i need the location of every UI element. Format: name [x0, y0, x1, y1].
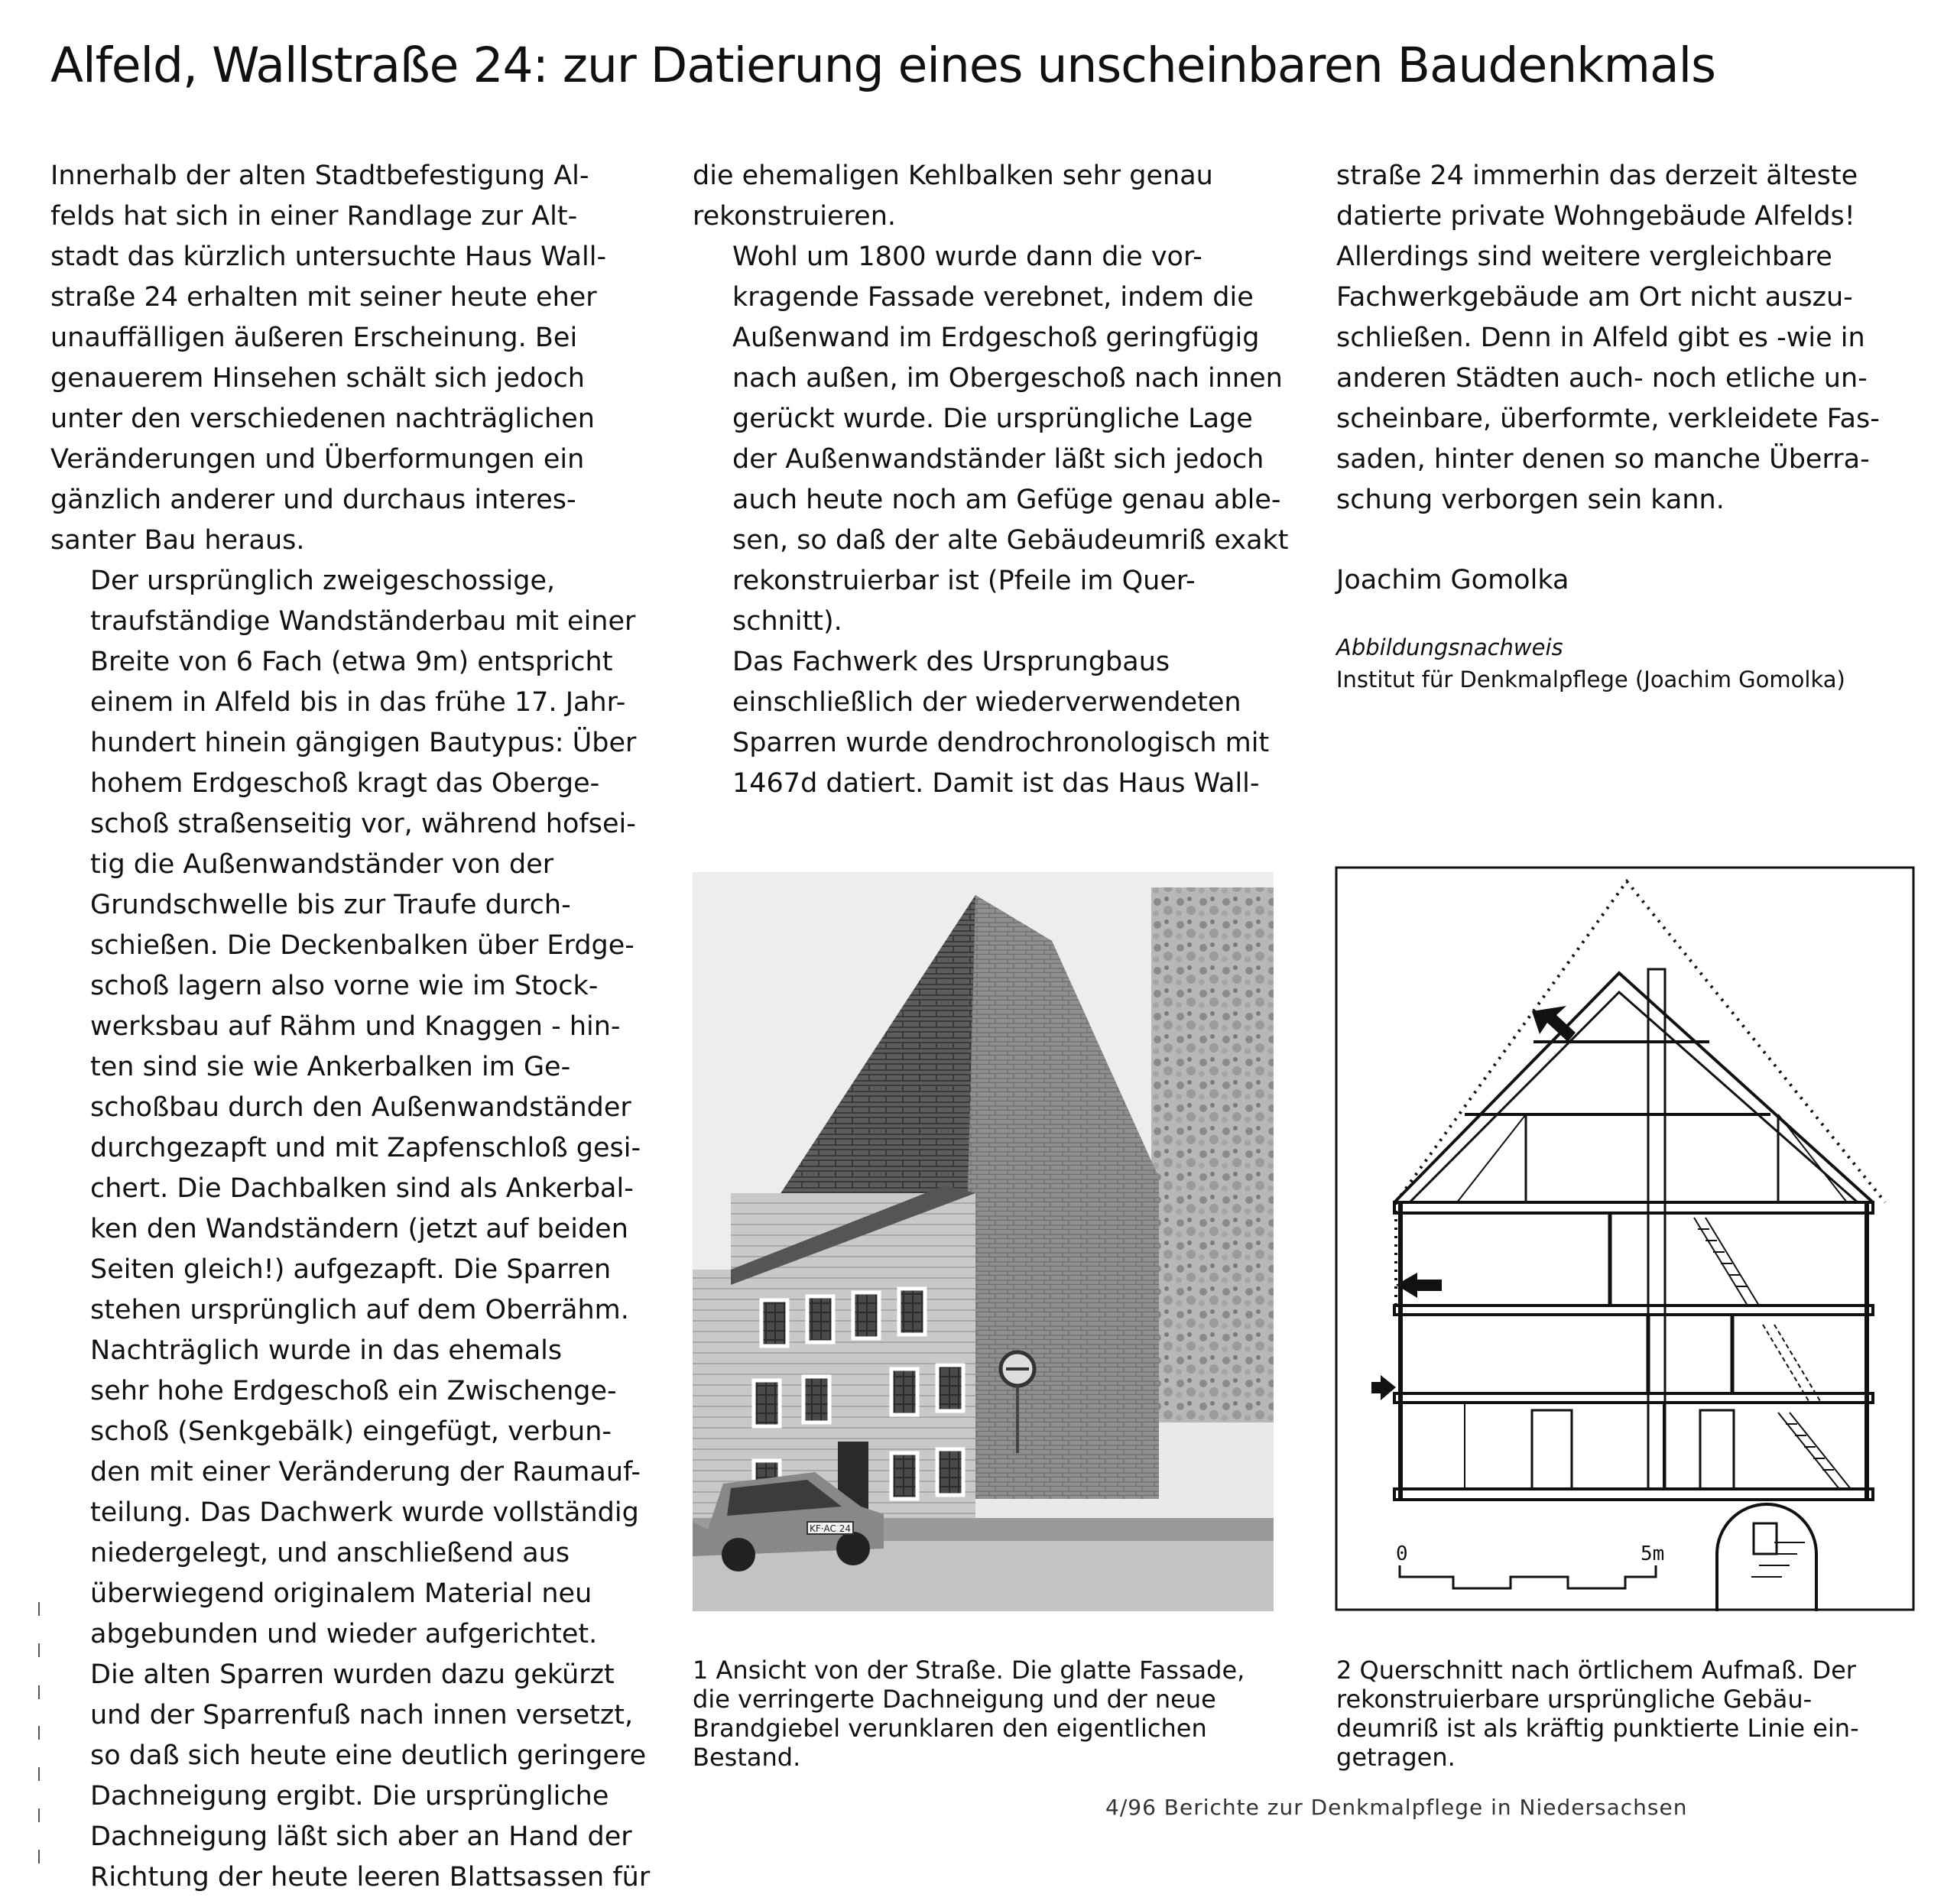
text-line: Außenwand im Erdgeschoß geringfügig: [732, 323, 1260, 353]
text-line: straße 24 immerhin das derzeit älteste: [1336, 161, 1858, 191]
scan-mark: [38, 1685, 40, 1699]
scale-start-label: 0: [1396, 1542, 1408, 1565]
text-line: 1 Ansicht von der Straße. Die glatte Fassade,: [693, 1656, 1245, 1685]
text-line: tig die Außenwandständer von der: [90, 849, 554, 880]
text-line: Brandgiebel verunklaren den eigentlichen: [693, 1714, 1207, 1743]
text-line: Dachneigung ergibt. Die ursprüngliche: [90, 1781, 609, 1812]
text-line: so daß sich heute eine deutlich geringere: [90, 1740, 647, 1771]
text-line: abgebunden und wieder aufgerichtet.: [90, 1619, 598, 1649]
text-line: datierte private Wohngebäude Alfelds!: [1336, 201, 1855, 232]
text-line: schoß (Senkgebälk) eingefügt, verbun-: [90, 1416, 612, 1447]
text-line: stehen ursprünglich auf dem Oberrähm.: [90, 1295, 629, 1325]
paragraph: [693, 642, 1289, 804]
credit-text: Institut für Denkmalpflege (Joachim Gomolka): [1336, 667, 1845, 693]
text-line: unter den verschiedenen nachträglichen: [50, 404, 595, 434]
paragraph: [50, 156, 639, 561]
text-line: Das Fachwerk des Ursprungbaus: [732, 647, 1170, 677]
paragraph: [50, 1331, 651, 1898]
license-plate: KF·AC 24: [809, 1523, 852, 1534]
text-line: Seiten gleich!) aufgezapft. Die Sparren: [90, 1254, 612, 1285]
text-line: 2 Querschnitt nach örtlichem Aufmaß. Der: [1336, 1656, 1856, 1685]
image-credits: [1336, 631, 1917, 696]
text-line: auch heute noch am Gefüge genau able-: [732, 485, 1281, 515]
text-line: Breite von 6 Fach (etwa 9m) entspricht: [90, 647, 613, 677]
text-column-3: [1336, 156, 1917, 696]
paragraph: [1336, 156, 1917, 521]
text-line: Nachträglich wurde in das ehemals: [90, 1335, 563, 1366]
text-line: kragende Fassade verebnet, indem die: [732, 282, 1254, 313]
text-line: chert. Die Dachbalken sind als Ankerbal-: [90, 1173, 634, 1204]
text-line: deumriß ist als kräftig punktierte Linie ein-: [1336, 1714, 1859, 1743]
text-line: den mit einer Veränderung der Raumauf-: [90, 1457, 641, 1487]
text-line: gerückt wurde. Die ursprüngliche Lage: [732, 404, 1253, 434]
figure-2-caption: [1336, 1656, 1925, 1772]
text-line: stadt das kürzlich untersuchte Haus Wall-: [50, 242, 607, 272]
paragraph: [50, 561, 639, 1331]
journal-footer: 4/96 Berichte zur Denkmalpflege in Niedersachsen: [1105, 1795, 1688, 1820]
text-line: einem in Alfeld bis in das frühe 17. Jahr-: [90, 687, 626, 718]
text-line: getragen.: [1336, 1743, 1456, 1772]
text-line: Grundschwelle bis zur Traufe durch-: [90, 890, 571, 920]
text-line: Veränderungen und Überformungen ein: [50, 444, 585, 475]
scan-mark: [38, 1767, 40, 1781]
text-line: felds hat sich in einer Randlage zur Alt-: [50, 201, 578, 232]
text-line: genauerem Hinsehen schält sich jedoch: [50, 363, 585, 394]
scan-mark: [38, 1602, 40, 1616]
text-line: scheinbare, überformte, verkleidete Fas-: [1336, 404, 1880, 434]
text-column-2: [693, 156, 1289, 804]
text-line: nach außen, im Obergeschoß nach innen: [732, 363, 1283, 394]
text-line: ten sind sie wie Ankerbalken im Ge-: [90, 1052, 571, 1082]
text-line: schoßbau durch den Außenwandständer: [90, 1092, 631, 1123]
text-column-1: [50, 156, 651, 1898]
text-line: sen, so daß der alte Gebäudeumriß exakt: [732, 525, 1289, 556]
text-line: gänzlich anderer und durchaus interes-: [50, 485, 576, 515]
text-line: die verringerte Dachneigung und der neue: [693, 1685, 1216, 1714]
text-line: durchgezapft und mit Zapfenschloß gesi-: [90, 1133, 641, 1163]
text-line: einschließlich der wiederverwendeten: [732, 687, 1241, 718]
text-line: anderen Städten auch- noch etliche un-: [1336, 363, 1868, 394]
text-line: schnitt).: [732, 606, 842, 637]
author-name: Joachim Gomolka: [1336, 565, 1569, 595]
text-line: überwiegend originalem Material neu: [90, 1578, 592, 1609]
text-line: Die alten Sparren wurden dazu gekürzt: [90, 1659, 615, 1690]
text-line: Dachneigung läßt sich aber an Hand der: [90, 1821, 632, 1852]
text-line: 1467d datiert. Damit ist das Haus Wall-: [732, 768, 1260, 799]
text-line: die ehemaligen Kehlbalken sehr genau: [693, 161, 1213, 191]
text-line: saden, hinter denen so manche Überra-: [1336, 444, 1870, 475]
text-line: unauffälligen äußeren Erscheinung. Bei: [50, 323, 578, 353]
figure-1-caption: [693, 1656, 1297, 1772]
text-line: schießen. Die Deckenbalken über Erdge-: [90, 930, 634, 961]
text-line: rekonstruierbare ursprüngliche Gebäu-: [1336, 1685, 1813, 1714]
text-line: hohem Erdgeschoß kragt das Oberge-: [90, 768, 600, 799]
paragraph: [693, 156, 1289, 237]
text-line: werksbau auf Rähm und Knaggen - hin-: [90, 1011, 621, 1042]
text-line: santer Bau heraus.: [50, 525, 305, 556]
text-line: Fachwerkgebäude am Ort nicht auszu-: [1336, 282, 1853, 313]
text-line: traufständige Wandständerbau mit einer: [90, 606, 636, 637]
scan-mark: [38, 1643, 40, 1657]
text-line: hundert hinein gängigen Bautypus: Über: [90, 728, 637, 758]
paragraph: [693, 237, 1289, 642]
article-title: Alfeld, Wallstraße 24: zur Datierung eines unscheinbaren Baudenkmals: [50, 37, 1715, 93]
text-line: straße 24 erhalten mit seiner heute eher: [50, 282, 597, 313]
text-line: schung verborgen sein kann.: [1336, 485, 1725, 515]
scan-mark: [38, 1808, 40, 1822]
scan-mark: [38, 1850, 40, 1863]
cross-section-drawing: [1335, 866, 1915, 1611]
text-line: der Außenwandständer läßt sich jedoch: [732, 444, 1264, 475]
text-line: niedergelegt, und anschließend aus: [90, 1538, 570, 1568]
text-line: Innerhalb der alten Stadtbefestigung Al-: [50, 161, 589, 191]
credit-heading: Abbildungsnachweis: [1336, 634, 1563, 660]
text-line: rekonstruieren.: [693, 201, 897, 232]
text-line: Bestand.: [693, 1743, 801, 1772]
text-line: und der Sparrenfuß nach innen versetzt,: [90, 1700, 634, 1730]
text-line: Der ursprünglich zweigeschossige,: [90, 566, 556, 596]
scan-mark: [38, 1726, 40, 1740]
scale-end-label: 5m: [1641, 1542, 1665, 1565]
text-line: schließen. Denn in Alfeld gibt es -wie in: [1336, 323, 1865, 353]
text-line: Allerdings sind weitere vergleichbare: [1336, 242, 1832, 272]
text-line: schoß straßenseitig vor, während hofsei-: [90, 809, 636, 839]
text-line: Richtung der heute leeren Blattsassen für: [90, 1862, 651, 1893]
text-line: Sparren wurde dendrochronologisch mit: [732, 728, 1270, 758]
text-line: teilung. Das Dachwerk wurde vollständig: [90, 1497, 639, 1528]
text-line: rekonstruierbar ist (Pfeile im Quer-: [732, 566, 1196, 596]
text-line: ken den Wandständern (jetzt auf beiden: [90, 1214, 628, 1244]
text-line: sehr hohe Erdgeschoß ein Zwischenge-: [90, 1376, 617, 1406]
street-view-photo: [693, 872, 1274, 1611]
text-line: Wohl um 1800 wurde dann die vor-: [732, 242, 1202, 272]
text-line: schoß lagern also vorne wie im Stock-: [90, 971, 599, 1001]
